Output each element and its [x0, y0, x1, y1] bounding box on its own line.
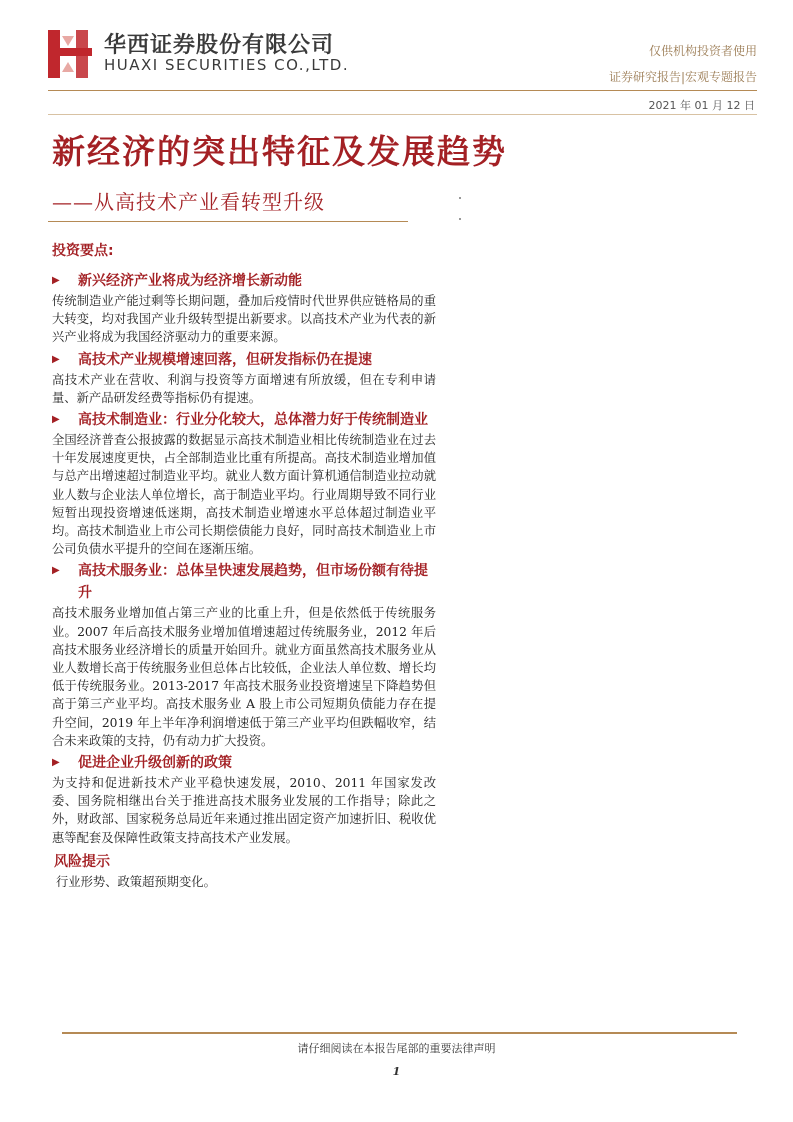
company-name-cn: 华西证券股份有限公司	[104, 33, 335, 58]
bullet-heading: 高技术产业规模增速回落，但研发指标仍在提速	[78, 351, 372, 368]
decor-dot	[459, 218, 461, 220]
section-label: 投资要点:	[52, 243, 114, 259]
bullet-item	[52, 270, 436, 347]
key-points-section	[52, 232, 436, 891]
bullet-body: 高技术服务业增加值占第三产业的比重上升，但是依然低于传统服务业。2007 年后高技术服务业增加值增速超过传统服务业，2012 年后高技术服务业经济增长的质量开始回升。就业方面虽然高技术服务业从业人数增长高于传统服务业但总体占比较低，企业法人单位数、增长均低于传统服务业。2013-2017 年高技术服务业投资增速呈下降趋势但高于第三产业平均。高技术服务业 A 股上市公司短期负债能力存在提升空间，2019 年上半年净利润增速低于第三产业平均但跌幅收窄，结合未来政策的支持，仍有动力扩大投资。	[52, 606, 436, 748]
page-number: 1	[392, 1065, 401, 1078]
page-subtitle: ——从高技术产业看转型升级	[52, 190, 325, 214]
header-divider	[48, 90, 757, 91]
risk-heading: 风险提示	[54, 853, 110, 870]
bullet-body: 传统制造业产能过剩等长期问题，叠加后疫情时代世界供应链格局的重大转变，均对我国产业升级转型提出新要求。以高技术产业为代表的新兴产业将成为我国经济驱动力的重要来源。	[52, 294, 436, 345]
bullet-body: 高技术产业在营收、利润与投资等方面增速有所放缓，但在专利申请量、新产品研发经费等指标仍有提速。	[52, 372, 436, 405]
report-date: 2021 年 01 月 12 日	[648, 99, 755, 112]
triangle-bullet-icon: ▶	[52, 757, 60, 769]
triangle-bullet-icon: ▶	[52, 414, 60, 426]
bullet-item	[52, 560, 436, 750]
bullet-heading: 高技术制造业：行业分化较大，总体潜力好于传统制造业	[78, 412, 428, 429]
footer-divider	[62, 1032, 737, 1034]
huaxi-logo-mark-icon	[48, 30, 92, 78]
bullet-heading: 新兴经济产业将成为经济增长新动能	[78, 273, 302, 289]
legal-notice: 请仔细阅读在本报告尾部的重要法律声明	[297, 1042, 496, 1055]
report-type-label: 证券研究报告|宏观专题报告	[608, 70, 757, 84]
bullet-heading: 促进企业升级创新的政策	[78, 755, 232, 772]
bullet-body: 全国经济普查公报披露的数据显示高技术制造业相比传统制造业在过去十年发展速度更快，占全部制造业比重有所提高。高技术制造业增加值与总产出增速超过制造业平均。就业人数方面计算机通信制造业拉动就业人数与企业法人单位增长，高于制造业平均。行业周期导致不同行业短暂出现投资增速低迷期，高技术制造业增速水平总体超过制造业平均。高技术制造业上市公司长期偿债能力良好，同时高技术制造业上市公司负债水平提升的空间在逐渐压缩。	[52, 433, 436, 557]
company-name-en: HUAXI SECURITIES CO.,LTD.	[104, 56, 350, 74]
bullet-heading: 高技术服务业：总体呈快速发展趋势，但市场份额有待提升	[78, 563, 428, 602]
triangle-bullet-icon: ▶	[52, 275, 60, 286]
triangle-bullet-icon: ▶	[52, 353, 60, 365]
bullet-item	[52, 409, 436, 558]
page-title: 新经济的突出特征及发展趋势	[52, 132, 507, 171]
triangle-bullet-icon: ▶	[52, 565, 60, 577]
decor-dot	[459, 197, 461, 199]
date-divider	[48, 114, 757, 115]
subtitle-divider	[48, 221, 408, 222]
risk-body: 行业形势、政策超预期变化。	[56, 874, 216, 889]
bullet-item	[52, 349, 436, 407]
company-logo	[48, 22, 358, 84]
audience-label: 仅供机构投资者使用	[648, 44, 757, 58]
bullet-body: 为支持和促进新技术产业平稳快速发展，2010、2011 年国家发改委、国务院相继出台关于推进高技术服务业发展的工作指导；除此之外，财政部、国家税务总局近年来通过推出固定资产加速折旧、税收优惠等配套及保障性政策支持高技术产业发展。	[52, 776, 436, 845]
bullet-item	[52, 752, 436, 847]
